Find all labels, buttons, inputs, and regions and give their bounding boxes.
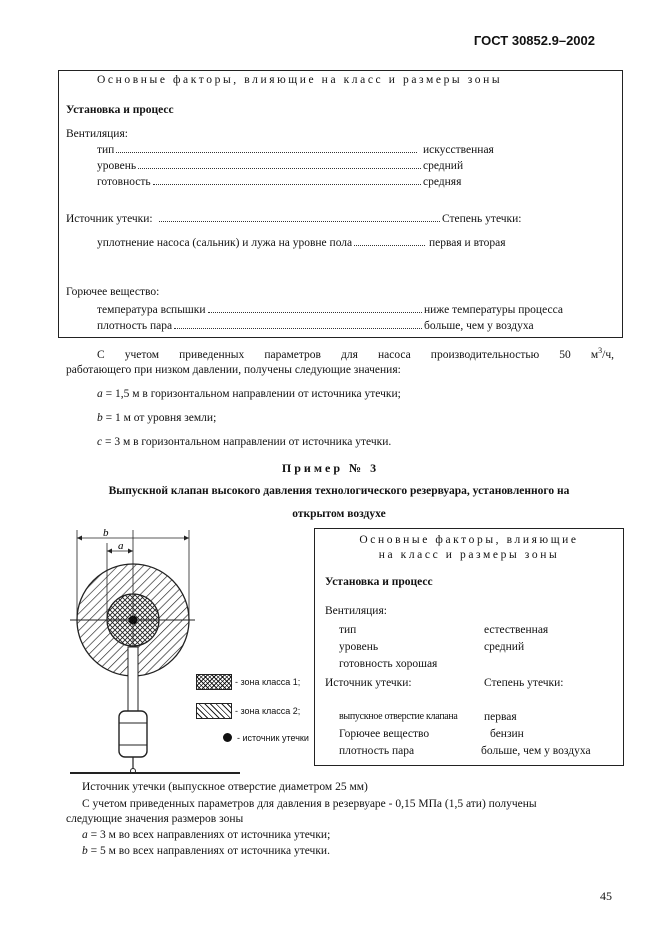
var: c xyxy=(97,436,103,448)
paragraph-pump xyxy=(97,346,614,361)
value-text: = 3 м в горизонтальном направлении от источника утечки. xyxy=(102,436,392,448)
dot-leader xyxy=(116,152,417,153)
footer-value-b xyxy=(82,845,330,857)
value-text: = 5 м во всех направлениях от источника утечки. xyxy=(87,845,330,857)
row-level xyxy=(97,160,517,172)
row-density-label: плотность пара xyxy=(339,745,415,757)
row-level-value: средний xyxy=(484,641,525,653)
dot-leader xyxy=(208,312,422,313)
legend-zone-class-2-label: - зона класса 2; xyxy=(235,706,301,716)
section-installation-2: Установка и процесс xyxy=(325,576,433,588)
row-availability: готовность хорошая xyxy=(339,658,438,670)
var: a xyxy=(97,388,103,400)
row-value: ниже температуры процесса xyxy=(424,304,563,316)
row-seal xyxy=(97,237,527,249)
ventilation-label-2: Вентиляция: xyxy=(325,605,387,617)
var: b xyxy=(97,412,103,424)
legend-source-label: - источник утечки xyxy=(237,733,309,743)
valve-zone-figure xyxy=(65,525,315,785)
row-value: больше, чем у воздуха xyxy=(424,320,534,332)
section-installation: Установка и процесс xyxy=(66,104,174,116)
row-type-value: естественная xyxy=(484,624,549,636)
paragraph-line2: работающего при низком давлении, получены следующие значения: xyxy=(66,364,401,376)
row-source xyxy=(66,213,536,225)
row-label: тип xyxy=(97,144,115,156)
row-availability xyxy=(97,176,517,188)
ventilation-label: Вентиляция: xyxy=(66,128,128,140)
page-number: 45 xyxy=(600,889,612,903)
row-label: готовность xyxy=(97,176,151,188)
valve-pipe xyxy=(128,647,138,719)
row-value: искусственная xyxy=(423,144,494,156)
footer-line3: следующие значения размеров зоны xyxy=(66,813,244,825)
dot-leader xyxy=(354,245,425,246)
row-label: уплотнение насоса (сальник) и лужа на уровне пола xyxy=(97,237,353,249)
value-a xyxy=(97,388,401,400)
dimension-a-label: a xyxy=(118,540,124,552)
var: a xyxy=(82,829,88,841)
unit-tail: /ч, xyxy=(602,348,614,361)
value-b xyxy=(97,412,216,424)
fuel-label: Горючее вещество: xyxy=(66,286,160,298)
example-caption-line2: открытом воздухе xyxy=(292,508,386,520)
var: b xyxy=(82,845,88,857)
footer-line2: С учетом приведенных параметров для давления в резервуаре - 0,15 МПа (1,5 ати) получены xyxy=(82,798,537,810)
footer-value-a xyxy=(82,829,330,841)
value-c xyxy=(97,436,391,448)
row-fuel-label: Горючее вещество xyxy=(339,728,430,740)
factors-title-line1: Основные факторы, влияющие xyxy=(359,534,579,546)
dot-leader xyxy=(153,184,421,185)
row-valve-outlet-label: выпускное отверстие клапана xyxy=(339,711,458,722)
legend-zone-class-1-swatch xyxy=(196,674,232,690)
row-label: плотность пара xyxy=(97,320,173,332)
value-text: = 1 м от уровня земли; xyxy=(102,412,217,424)
dot-leader xyxy=(159,221,440,222)
row-value: первая и вторая xyxy=(429,237,506,249)
example-title: Пример № 3 xyxy=(281,461,380,475)
row-fuel-value: бензин xyxy=(490,728,524,740)
dot-leader xyxy=(138,168,421,169)
row-type xyxy=(97,144,517,156)
footer-line1: Источник утечки (выпускное отверстие диаметром 25 мм) xyxy=(82,781,368,793)
row-value: средний xyxy=(423,160,464,172)
dot-leader xyxy=(174,328,422,329)
superscript: 3 xyxy=(598,346,603,355)
row-label: температура вспышки xyxy=(97,304,206,316)
example-caption-line1: Выпускной клапан высокого давления технологического резервуара, установленного на xyxy=(108,485,570,497)
tank xyxy=(119,711,147,757)
row-density xyxy=(97,320,592,332)
legend-zone-class-1-label: - зона класса 1; xyxy=(235,677,301,687)
row-level-label: уровень xyxy=(339,641,379,653)
row-type-label: тип xyxy=(339,624,357,636)
degree-label-2: Степень утечки: xyxy=(484,677,564,689)
row-label: уровень xyxy=(97,160,137,172)
row-flashpoint xyxy=(97,304,592,316)
dimension-b-label: b xyxy=(103,527,109,539)
standard-number: ГОСТ 30852.9–2002 xyxy=(473,33,595,48)
legend-zone-class-2-swatch xyxy=(196,703,232,719)
row-valve-outlet-value: первая xyxy=(484,711,517,723)
source-label-2: Источник утечки: xyxy=(325,677,412,689)
leak-source-dot xyxy=(129,616,138,625)
degree-label: Степень утечки: xyxy=(442,213,522,225)
legend-source-dot xyxy=(223,733,232,742)
value-text: = 3 м во всех направлениях от источника утечки; xyxy=(87,829,331,841)
row-value: средняя xyxy=(423,176,462,188)
factors-title-line2: на класс и размеры зоны xyxy=(378,549,560,561)
factors-table-title: Основные факторы, влияющие на класс и размеры зоны xyxy=(97,74,503,86)
value-text: = 1,5 м в горизонтальном направлении от источника утечки; xyxy=(102,388,401,400)
paragraph-text: С учетом приведенных параметров для насоса производительностью 50 м xyxy=(97,348,599,361)
row-density-value: больше, чем у воздуха xyxy=(481,745,591,757)
source-label: Источник утечки: xyxy=(66,213,153,225)
